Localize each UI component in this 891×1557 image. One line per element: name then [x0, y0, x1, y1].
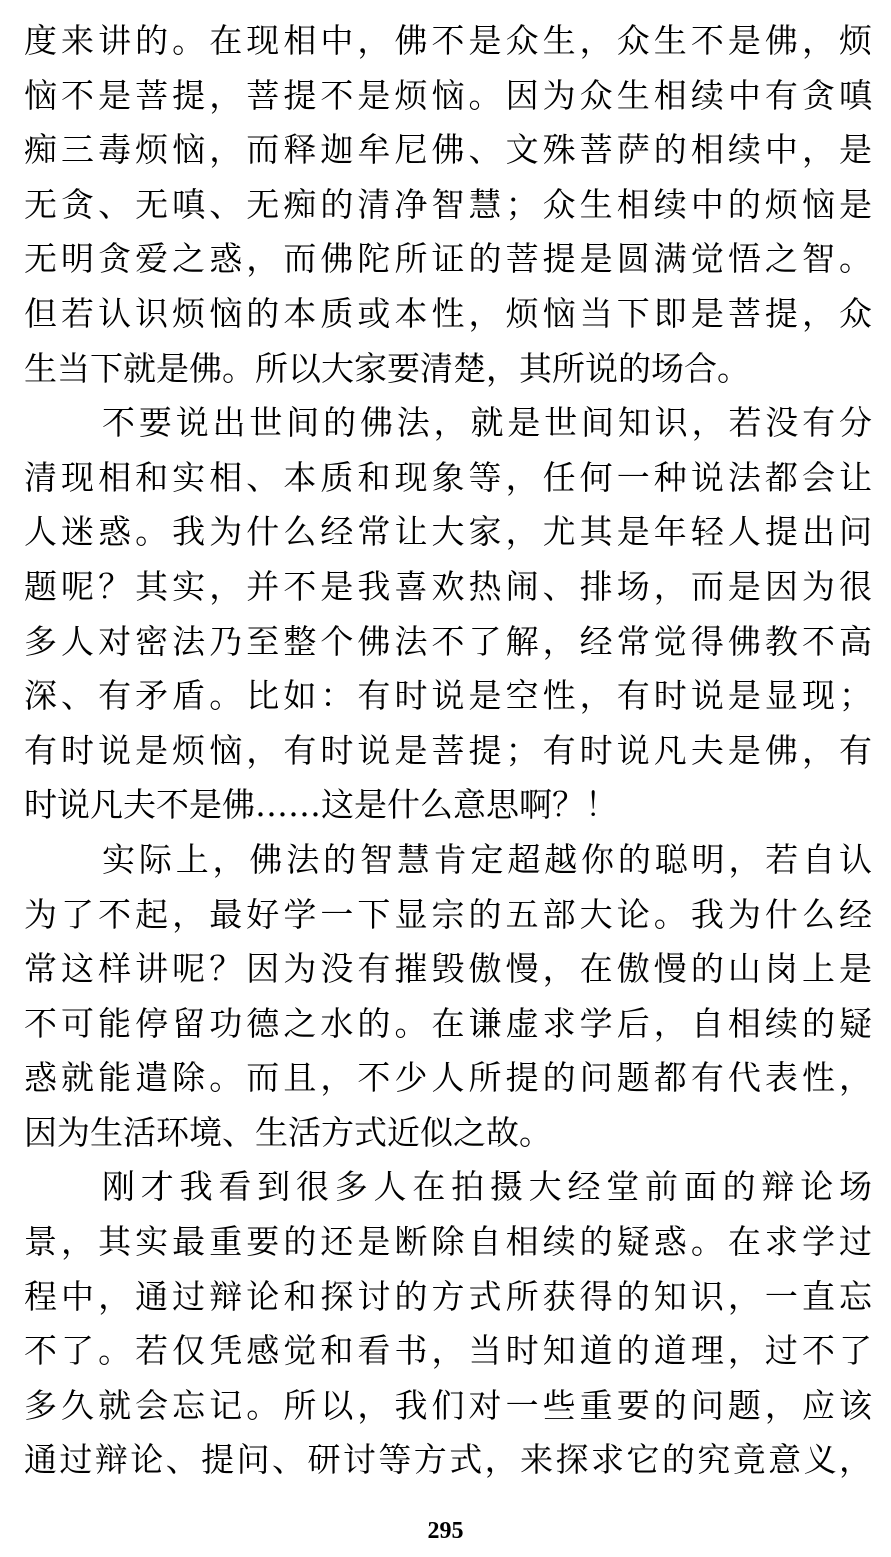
body-text: [24, 14, 872, 1488]
text-line: 多人对密法乃至整个佛法不了解，经常觉得佛教不高: [24, 621, 872, 661]
text-line: 不可能停留功德之水的。在谦虚求学后，自相续的疑: [24, 1003, 872, 1043]
text-line: 实际上，佛法的智慧肯定超越你的聪明，若自认: [102, 839, 872, 879]
text-line: 常这样讲呢？因为没有摧毁傲慢，在傲慢的山岗上是: [24, 949, 872, 989]
text-line: 恼不是菩提，菩提不是烦恼。因为众生相续中有贪嗔: [24, 75, 872, 115]
text-line: 度来讲的。在现相中，佛不是众生，众生不是佛，烦: [24, 21, 872, 60]
text-line: 不了。若仅凭感觉和看书，当时知道的道理，过不了: [24, 1331, 872, 1371]
text-line: 无贪、无嗔、无痴的清净智慧；众生相续中的烦恼是: [24, 184, 872, 224]
text-line: 时说凡夫不是佛……这是什么意思啊？！: [24, 785, 618, 825]
text-line: 深、有矛盾。比如：有时说是空性，有时说是显现；: [24, 676, 872, 716]
text-line: 无明贪爱之惑，而佛陀所证的菩提是圆满觉悟之智。: [24, 239, 872, 279]
text-line: 因为生活环境、生活方式近似之故。: [24, 1112, 552, 1152]
text-line: 通过辩论、提问、研讨等方式，来探求它的究竟意义，: [24, 1440, 872, 1480]
text-line: 刚才我看到很多人在拍摄大经堂前面的辩论场: [102, 1167, 872, 1207]
paragraph: [24, 833, 872, 1161]
page-number: 295: [427, 1518, 464, 1544]
text-line: 题呢？其实，并不是我喜欢热闹、排场，而是因为很: [24, 566, 872, 606]
text-line: 惑就能遣除。而且，不少人所提的问题都有代表性，: [24, 1058, 872, 1098]
paragraph: [24, 1160, 872, 1488]
text-line: 景，其实最重要的还是断除自相续的疑惑。在求学过: [24, 1222, 872, 1262]
paragraph: [24, 14, 872, 396]
text-line: 但若认识烦恼的本质或本性，烦恼当下即是菩提，众: [24, 293, 872, 333]
text-line: 生当下就是佛。所以大家要清楚，其所说的场合。: [24, 348, 750, 388]
text-line: 痴三毒烦恼，而释迦牟尼佛、文殊菩萨的相续中，是: [24, 130, 872, 170]
text-line: 为了不起，最好学一下显宗的五部大论。我为什么经: [24, 894, 872, 934]
text-line: 人迷惑。我为什么经常让大家，尤其是年轻人提出问: [24, 512, 872, 552]
paragraph: [24, 396, 872, 833]
text-line: 有时说是烦恼，有时说是菩提；有时说凡夫是佛，有: [24, 730, 872, 770]
text-line: 程中，通过辩论和探讨的方式所获得的知识，一直忘: [24, 1276, 872, 1316]
text-line: 不要说出世间的佛法，就是世间知识，若没有分: [102, 403, 872, 443]
text-line: 清现相和实相、本质和现象等，任何一种说法都会让: [24, 457, 872, 497]
text-line: 多久就会忘记。所以，我们对一些重要的问题，应该: [24, 1385, 872, 1425]
